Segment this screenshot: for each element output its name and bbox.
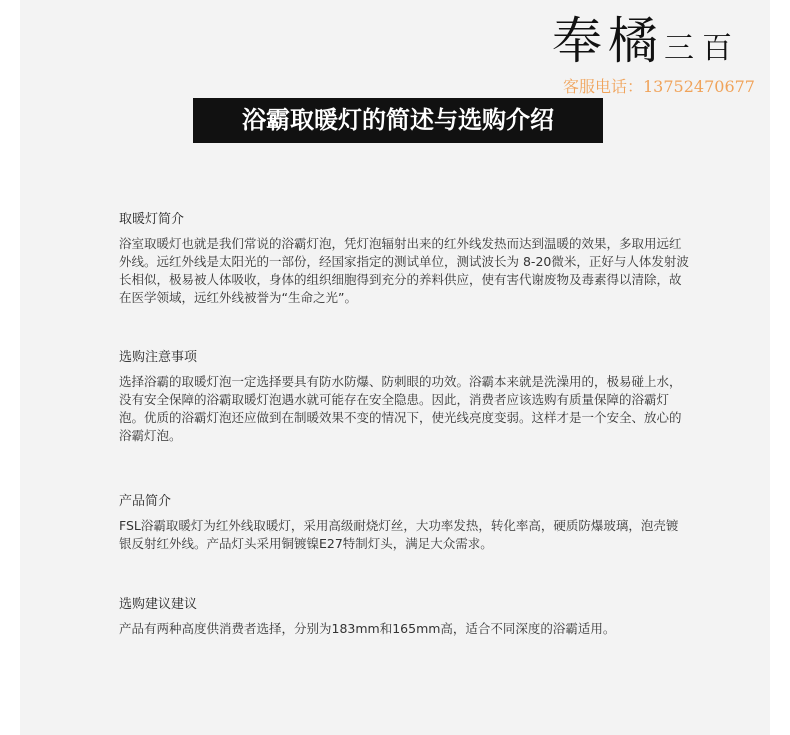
section-body: FSL浴霸取暖灯为红外线取暖灯，采用高级耐烧灯丝，大功率发热，转化率高，硬质防爆玻璃，泡壳镀银反射红外线。产品灯头采用铜镀镍E27特制灯头，满足大众需求。: [119, 518, 679, 551]
section-buying-notes: [119, 349, 689, 445]
page-title: 浴霸取暖灯的简述与选购介绍: [193, 98, 603, 143]
brand-name-large: 奉橘: [552, 12, 664, 70]
customer-service-phone: 客服电话：13752470677: [563, 77, 755, 96]
section-body: 浴室取暖灯也就是我们常说的浴霸灯泡，凭灯泡辐射出来的红外线发热而达到温暖的效果，多取用远红外线。远红外线是太阳光的一部份，经国家指定的测试单位，测试波长为 8-20微米，正好与人体发射波长相似，极易被人体吸收，身体的组织细胞得到充分的养料供应，使有害代谢废物及毒素得以清除，故在医学领域，远红外线被誉为“生命之光”。: [119, 236, 689, 305]
section-body: 产品有两种高度供消费者选择，分别为183mm和165mm高，适合不同深度的浴霸适用。: [119, 621, 616, 636]
section-heading: 选购建议建议: [119, 597, 198, 612]
section-product-intro: [119, 493, 689, 553]
brand-logo: [552, 8, 752, 74]
section-buying-advice: [119, 596, 689, 638]
section-heading: 产品简介: [119, 494, 172, 509]
brand-name-small: 三百: [664, 31, 740, 66]
section-heading: 选购注意事项: [119, 350, 198, 365]
section-heating-lamp-intro: [119, 211, 689, 307]
section-body: 选择浴霸的取暖灯泡一定选择要具有防水防爆、防刺眼的功效。浴霸本来就是洗澡用的，极易碰上水，没有安全保障的浴霸取暖灯泡遇水就可能存在安全隐患。因此，消费者应该选购有质量保障的浴霸灯泡。优质的浴霸灯泡还应做到在制暖效果不变的情况下，使光线亮度变弱。这样才是一个安全、放心的浴霸灯泡。: [119, 374, 682, 443]
section-heading: 取暖灯简介: [119, 212, 185, 227]
